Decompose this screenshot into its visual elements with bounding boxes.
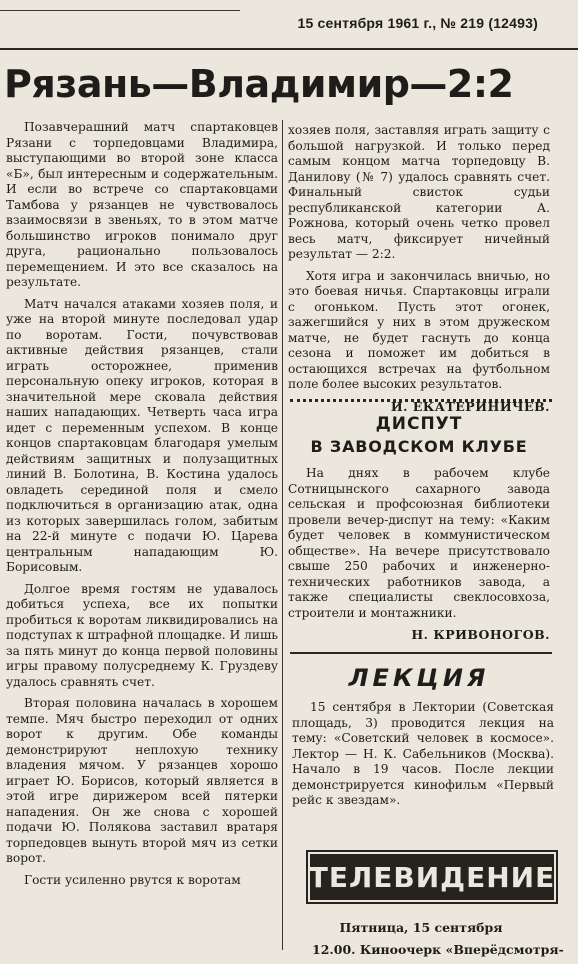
article-paragraph: Долгое время гостям не удавалось добиться успеха, все их попытки пробиться к воротам ликвидировались на подступах к штрафной площадке. И лишь за пять минут до конца первой половины игры правому полусреднему К. Груздеву удалось сравнять счет.	[6, 581, 278, 689]
article-paragraph: Матч начался атаками хозяев поля, и уже на второй минуте последовал удар по воротам. Гости, почувствовав активные действия рязанцев, стали играть осторожнее, применив персональную опеку игроков, которая в значительной мере сковала действия наших нападающих. Четверть часа игра идет с переменным успехом. В конце концов спартаковцам благодаря умелым действиям защитных и полузащитных линий В. Болотина, В. Костина удалось овладеть серединой поля и смело подключиться в организацию атак, одна из которых завершилась голом, забитым на 22-й минуте с подачи Ю. Царева центральным нападающим Ю. Борисовым.	[6, 296, 278, 574]
article-paragraph: хозяев поля, заставляя играть защиту с большой нагрузкой. И только перед самым концом матча торпедовцу В. Данилову (№ 7) удалось сравнять счет. Финальный свисток судьи республиканской категории А. Рожнова, который очень четко провел весь матч, фиксирует ничейный результат — 2:2.	[288, 123, 550, 261]
dispute-subtitle: В ЗАВОДСКОМ КЛУБЕ	[310, 437, 528, 456]
lecture-article	[292, 700, 554, 815]
dispute-text: На днях в рабочем клубе Сотницынского сахарного завода сельская и профсоюзная библиотеки провели вечер-диспут на тему: «Каким будет человек в коммунистическом обществе». На вечере присутствовало свыше 250 рабочих и инженерно-технических работников завода, а также специалисты свеклосовхоза, строители и монтажники.	[288, 466, 550, 620]
dispute-article	[288, 466, 550, 643]
column-divider	[282, 120, 283, 950]
article-paragraph: Позавчерашний матч спартаковцев Рязани с торпедовцами Владимира, выступающими во второй зоне класса «Б», был интересным и содержательным. И если во встрече со спартаковцами Тамбова у рязанцев не чувствовалось взаимосвязи в звеньях, то в этом матче большинство игроков понимало друг друга, рационально пользовалось перемещением. И это все сказалось на результате.	[6, 120, 278, 289]
lecture-title: ЛЕКЦИЯ	[348, 664, 490, 692]
tv-banner: ТЕЛЕВИДЕНИЕ	[306, 850, 558, 904]
dispute-title: ДИСПУТ	[375, 414, 463, 434]
page-header	[0, 0, 578, 50]
dispute-signature: Н. КРИВОНОГОВ.	[411, 627, 550, 642]
article-signature: И. ЕКАТЕРИНИЧЕВ.	[390, 398, 550, 414]
header-rule	[0, 10, 240, 11]
tv-program-item: 12.00. Киноочерк «Вперёдсмотря-	[312, 942, 564, 957]
lecture-text: 15 сентября в Лектории (Советская площадь, 3) проводится лекция на тему: «Советский человек в космосе». Лектор — Н. К. Сабельников (Москва). Начало в 19 часов. После лекции демонстрируется кинофильм «Первый рейс к звездам».	[292, 700, 554, 807]
article-paragraph: Вторая половина началась в хорошем темпе. Мяч быстро переходил от одних ворот к другим. Обе команды демонстрируют неплохую технику владения мячом. У рязанцев хорошо играет Ю. Борисов, который является в этой игре дирижером всей пятерки нападения. Он же снова с хорошей подачи Ю. Полякова заставил вратаря торпедовцев вынуть второй мяч из сетки ворот.	[6, 696, 278, 865]
issue-date: 15 сентября 1961 г., № 219 (12493)	[297, 15, 538, 31]
article-column-right	[288, 123, 550, 414]
article-column-left	[6, 120, 278, 960]
dotted-separator	[290, 399, 552, 408]
article-headline: Рязань—Владимир—2:2	[4, 62, 514, 106]
section-rule	[290, 652, 552, 654]
tv-day: Пятница, 15 сентября	[339, 920, 503, 935]
article-paragraph: Гости усиленно рвутся к воротам	[24, 872, 241, 887]
article-paragraph: Хотя игра и закончилась вничью, но это боевая ничья. Спартаковцы играли с огоньком. Пусть этот огонек, зажегшийся у них в этом дружеском матче, не будет гаснуть до конца сезона и поможет им добиться в остающихся встречах на футбольном поле более высоких результатов.	[288, 268, 550, 391]
